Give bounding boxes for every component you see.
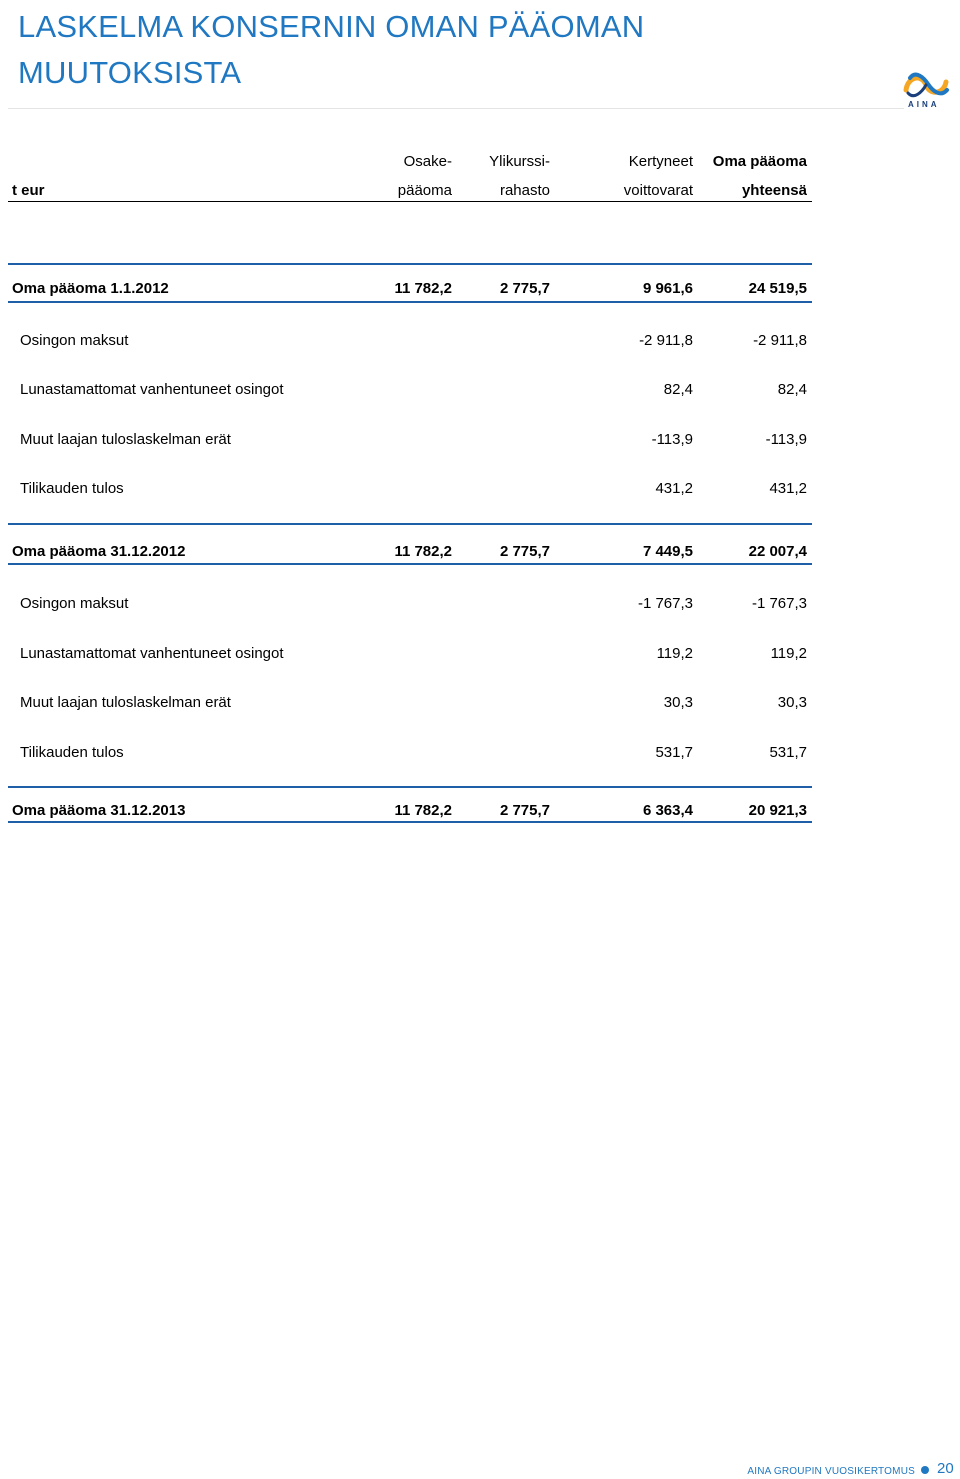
row-value-osake: 11 782,2 — [394, 543, 452, 560]
row-value-kertyneet: 531,7 — [655, 744, 693, 761]
col-header-ylikurssi-line1: Ylikurssi- — [489, 153, 550, 170]
header-underline — [8, 201, 812, 202]
col-header-osake-line1: Osake- — [403, 153, 452, 170]
row-label: Lunastamattomat vanhentuneet osingot — [20, 381, 284, 398]
row-value-osake: 11 782,2 — [394, 802, 452, 819]
row-value-kertyneet: 9 961,6 — [642, 280, 693, 297]
page-number: 20 — [937, 1460, 954, 1477]
total-rule-top — [8, 786, 812, 788]
footer-publication: AINA GROUPIN VUOSIKERTOMUS — [747, 1466, 915, 1477]
row-value-kertyneet: 30,3 — [663, 694, 693, 711]
row-label: Osingon maksut — [20, 332, 129, 349]
row-value-total: 22 007,4 — [748, 543, 807, 560]
page-title-line-1: LASKELMA KONSERNIN OMAN PÄÄOMAN — [18, 9, 645, 44]
header-divider — [8, 108, 904, 109]
row-label: Muut laajan tuloslaskelman erät — [20, 694, 231, 711]
row-value-kertyneet: -1 767,3 — [637, 595, 693, 612]
col-header-ylikurssi-line2: rahasto — [499, 182, 550, 199]
page-title-line-2: MUUTOKSISTA — [18, 55, 242, 90]
row-value-total: 30,3 — [777, 694, 807, 711]
row-value-total: 531,7 — [769, 744, 807, 761]
footer-bullet-icon — [921, 1466, 929, 1474]
row-value-kertyneet: 431,2 — [655, 480, 693, 497]
row-value-kertyneet: -113,9 — [651, 431, 693, 448]
col-header-kertyneet-line1: Kertyneet — [628, 153, 693, 170]
row-value-kertyneet: 119,2 — [656, 645, 693, 662]
row-value-ylikurssi: 2 775,7 — [499, 543, 550, 560]
total-rule-bottom — [8, 301, 812, 303]
unit-label: t eur — [12, 182, 45, 199]
row-value-osake: 11 782,2 — [394, 280, 452, 297]
row-value-total: 82,4 — [777, 381, 807, 398]
row-label: Muut laajan tuloslaskelman erät — [20, 431, 231, 448]
col-header-total-line1: Oma pääoma — [712, 153, 807, 170]
row-value-kertyneet: 7 449,5 — [642, 543, 693, 560]
row-value-kertyneet: 6 363,4 — [642, 802, 693, 819]
row-label: Osingon maksut — [20, 595, 129, 612]
row-value-total: 119,2 — [770, 645, 807, 662]
page-title — [18, 4, 644, 96]
row-value-total: 20 921,3 — [748, 802, 807, 819]
row-value-total: 24 519,5 — [748, 280, 807, 297]
total-rule-bottom — [8, 563, 812, 565]
row-value-kertyneet: -2 911,8 — [639, 332, 693, 349]
col-header-total-line2: yhteensä — [741, 182, 807, 199]
total-rule-bottom — [8, 821, 812, 823]
row-label: Oma pääoma 31.12.2012 — [12, 543, 186, 560]
aina-logo-mark-icon — [900, 68, 952, 102]
row-value-ylikurssi: 2 775,7 — [499, 802, 550, 819]
row-label: Tilikauden tulos — [20, 744, 124, 761]
total-rule-top — [8, 523, 812, 525]
row-label: Oma pääoma 31.12.2013 — [12, 802, 186, 819]
aina-logo-wordmark: AINA — [908, 100, 940, 109]
col-header-osake-line2: pääoma — [397, 182, 452, 199]
row-value-total: -113,9 — [765, 431, 807, 448]
row-label: Lunastamattomat vanhentuneet osingot — [20, 645, 284, 662]
row-value-kertyneet: 82,4 — [663, 381, 693, 398]
row-value-total: -2 911,8 — [753, 332, 807, 349]
row-label: Tilikauden tulos — [20, 480, 124, 497]
total-rule-top — [8, 263, 812, 265]
row-value-ylikurssi: 2 775,7 — [499, 280, 550, 297]
col-header-kertyneet-line2: voittovarat — [623, 182, 693, 199]
row-value-total: 431,2 — [769, 480, 807, 497]
row-label: Oma pääoma 1.1.2012 — [12, 280, 169, 297]
row-value-total: -1 767,3 — [751, 595, 807, 612]
